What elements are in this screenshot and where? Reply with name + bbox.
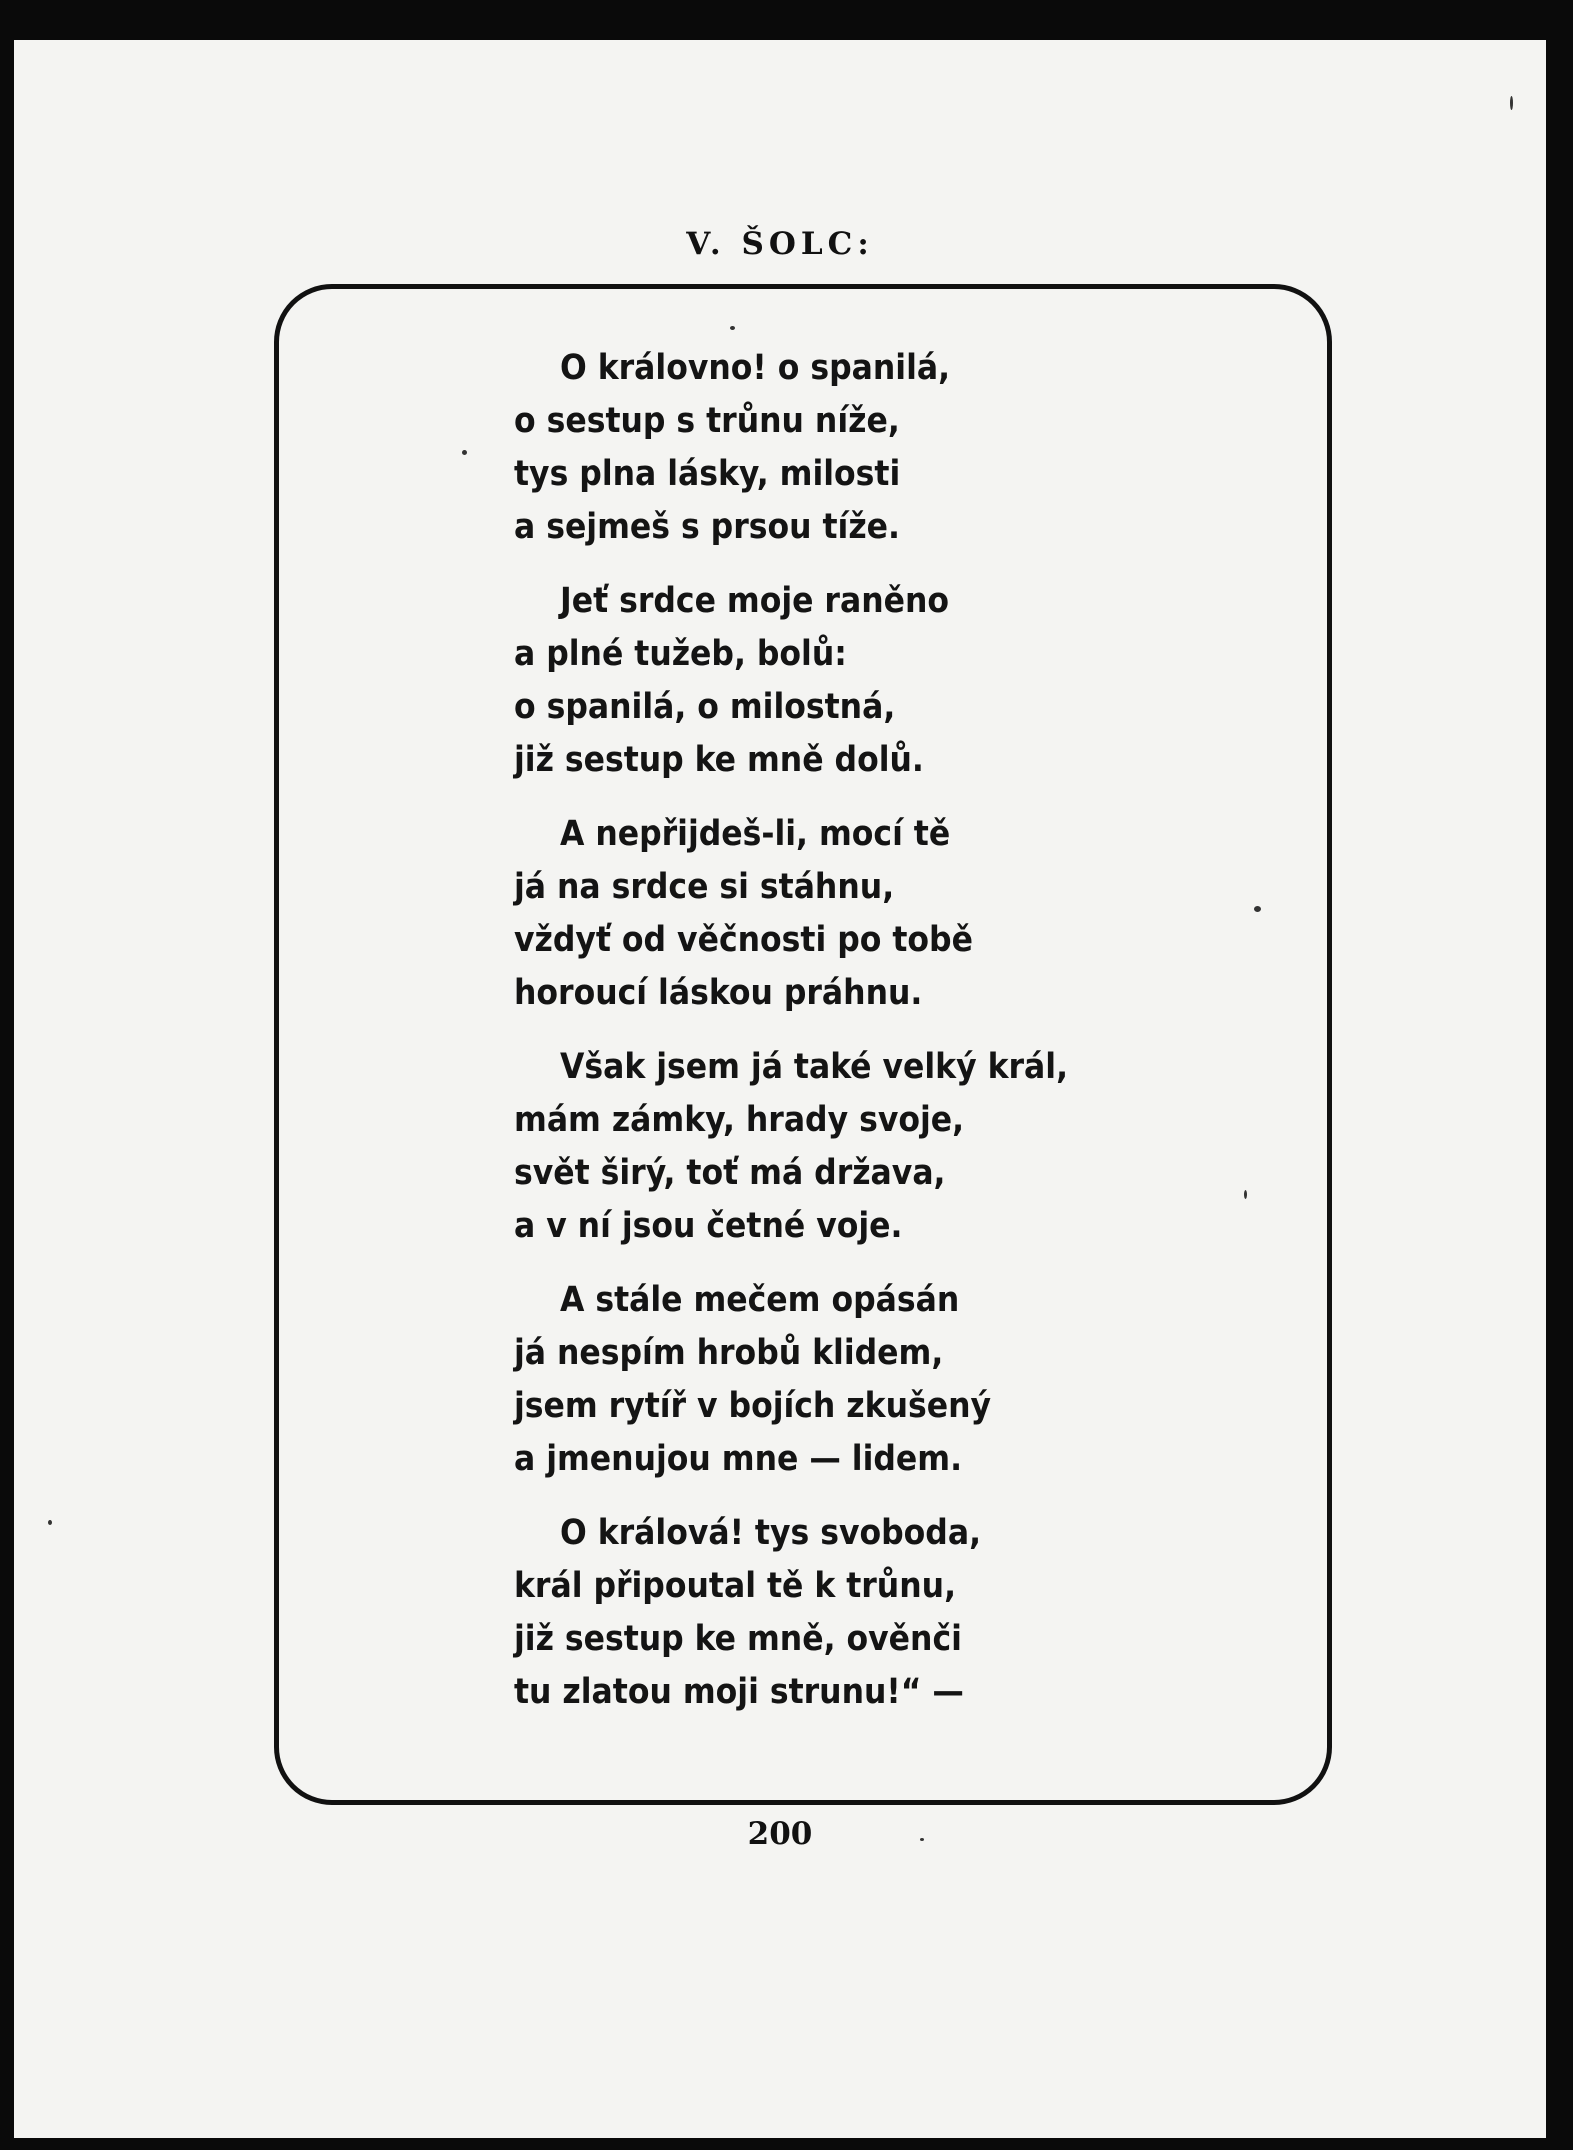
- poem-line: A nepřijdeš-li, mocí tě: [560, 814, 951, 854]
- stanza: [514, 808, 1214, 1020]
- stanza: [514, 1041, 1214, 1253]
- print-speck: [48, 1520, 52, 1525]
- poem-line: svět širý, toť má država,: [514, 1153, 946, 1193]
- print-speck: [1510, 96, 1513, 110]
- stanza: [514, 1507, 1214, 1719]
- poem-line: a v ní jsou četné voje.: [514, 1206, 903, 1246]
- poem-line: A stále mečem opásán: [560, 1280, 960, 1320]
- stanza: [514, 1274, 1214, 1486]
- poem-line: horoucí láskou práhnu.: [514, 973, 923, 1013]
- poem-line: a sejmeš s prsou tíže.: [514, 507, 900, 547]
- poem-line: tu zlatou moji strunu!“ —: [514, 1672, 964, 1712]
- poem-line: vždyť od věčnosti po tobě: [514, 920, 973, 960]
- poem-line: já nespím hrobů klidem,: [514, 1333, 944, 1373]
- poem-line: a plné tužeb, bolů:: [514, 634, 847, 674]
- poem-line: jsem rytíř v bojích zkušený: [514, 1386, 992, 1426]
- page-number: 200: [747, 1816, 813, 1852]
- poem-line: o spanilá, o milostná,: [514, 687, 896, 727]
- poem: [514, 342, 1214, 1740]
- poem-line: mám zámky, hrady svoje,: [514, 1100, 965, 1140]
- poem-line: já na srdce si stáhnu,: [514, 867, 895, 907]
- poem-line: tys plna lásky, milosti: [514, 454, 901, 494]
- poem-line: Však jsem já také velký král,: [560, 1047, 1069, 1087]
- poem-line: král připoutal tě k trůnu,: [514, 1566, 957, 1606]
- poem-line: Jeť srdce moje raněno: [560, 581, 950, 621]
- poem-line: O královno! o spanilá,: [560, 348, 951, 388]
- poem-line: O králová! tys svoboda,: [560, 1513, 982, 1553]
- poem-line: o sestup s trůnu níže,: [514, 401, 900, 441]
- book-page: [14, 40, 1546, 2138]
- stanza: [514, 575, 1214, 787]
- poem-line: již sestup ke mně dolů.: [514, 740, 924, 780]
- poem-line: již sestup ke mně, ověnči: [514, 1619, 962, 1659]
- poem-line: a jmenujou mne — lidem.: [514, 1439, 963, 1479]
- running-head: V. ŠOLC:: [686, 226, 874, 262]
- stanza: [514, 342, 1214, 554]
